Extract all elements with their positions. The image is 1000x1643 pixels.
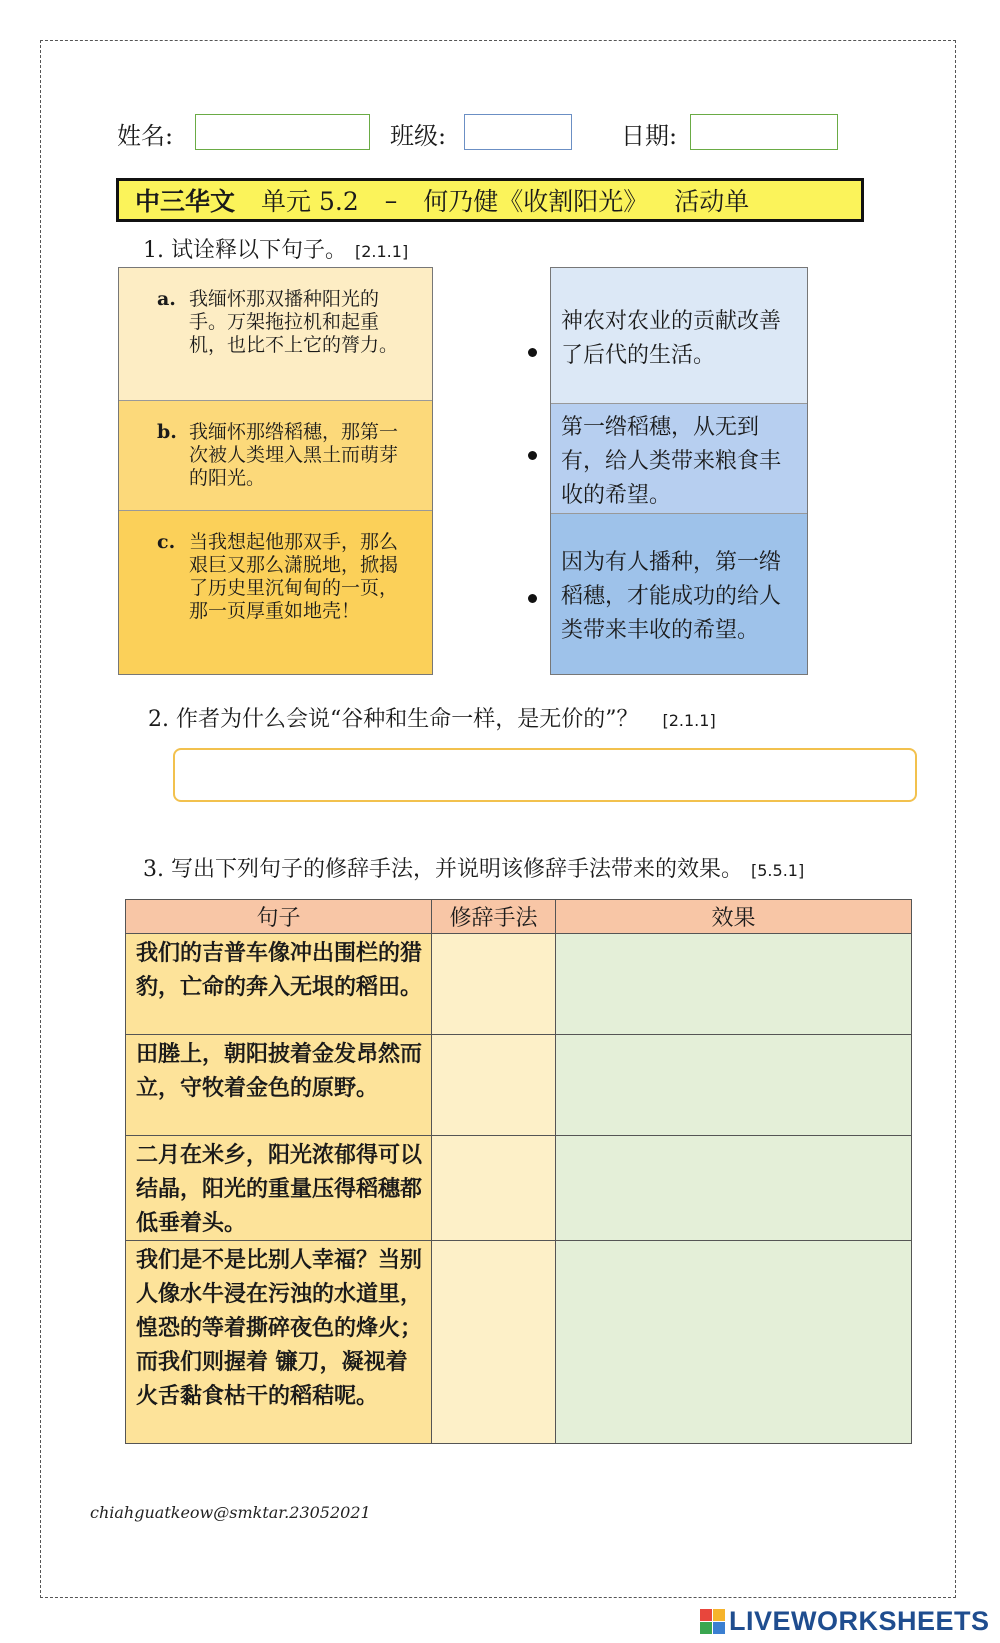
q1-meaning-3[interactable] (551, 514, 807, 674)
col-header-device: 修辞手法 (432, 900, 556, 934)
q1-meaning-2[interactable] (551, 404, 807, 514)
row-1-device-input[interactable] (432, 934, 556, 1035)
worksheet-title-bar (116, 178, 864, 222)
row-2-sentence: 田塍上，朝阳披着金发昂然而立，守牧着金色的原野。 (126, 1035, 432, 1136)
q1-sentence-a-text: 我缅怀那双播种阳光的手。万架拖拉机和起重机，也比不上它的膂力。 (189, 288, 399, 356)
q1-letter-b: b. (157, 421, 177, 443)
table-header-row (126, 900, 912, 934)
title-subject: 中三华文 (135, 187, 236, 216)
q2-answer-input[interactable] (173, 748, 917, 802)
table-row (126, 1241, 912, 1444)
row-3-sentence: 二月在米乡，阳光浓郁得可以结晶，阳光的重量压得稻穗都低垂着头。 (126, 1136, 432, 1241)
brand-name: LIVEWORKSHEETS (729, 1605, 990, 1636)
q2-code: [2.1.1] (662, 711, 716, 730)
q1-letter-a: a. (157, 288, 176, 310)
col-header-effect: 效果 (556, 900, 912, 934)
q1-letter-c: c. (157, 531, 176, 553)
row-2-device-input[interactable] (432, 1035, 556, 1136)
table-row (126, 1035, 912, 1136)
q3-heading (143, 852, 804, 883)
q1-sentence-column (118, 267, 433, 675)
match-dot-2[interactable] (528, 451, 537, 460)
q2-heading (148, 702, 716, 733)
q1-meaning-1[interactable] (551, 268, 807, 404)
liveworksheets-brand[interactable] (700, 1605, 990, 1637)
q1-sentence-a[interactable] (119, 268, 432, 401)
name-label: 姓名: (117, 122, 174, 150)
row-3-device-input[interactable] (432, 1136, 556, 1241)
q3-code: [5.5.1] (751, 861, 805, 880)
match-dot-3[interactable] (528, 594, 537, 603)
q1-meaning-column (550, 267, 808, 675)
author-email: chiahguatkeow@smktar.23052021 (90, 1503, 371, 1522)
q1-meaning-3-text: 因为有人播种，第一绺稻穗，才能成功的给人类带来丰收的希望。 (561, 550, 782, 643)
q1-sentence-c-text: 当我想起他那双手，那么艰巨又那么潇脱地，掀揭了历史里沉甸甸的一页，那一页厚重如地壳！ (189, 531, 399, 622)
title-dash: – (384, 185, 398, 215)
q1-heading-text: 1. 试诠释以下句子。 (143, 238, 347, 263)
row-1-sentence: 我们的吉普车像冲出围栏的猎豹，亡命的奔入无垠的稻田。 (126, 934, 432, 1035)
q1-code: [2.1.1] (354, 242, 409, 261)
q1-sentence-b-text: 我缅怀那绺稻穗，那第一次被人类埋入黑土而萌芽的阳光。 (189, 421, 399, 489)
row-4-effect-input[interactable] (556, 1241, 912, 1444)
row-1-effect-input[interactable] (556, 934, 912, 1035)
row-3-effect-input[interactable] (556, 1136, 912, 1241)
q3-heading-text: 3. 写出下列句子的修辞手法，并说明该修辞手法带来的效果。 (143, 857, 743, 882)
q2-heading-text: 2. 作者为什么会说“谷种和生命一样，是无价的”？ (148, 707, 639, 732)
title-lesson: 何乃健《收割阳光》 (423, 187, 649, 216)
liveworksheets-logo-icon (700, 1609, 725, 1634)
rhetoric-table (125, 899, 912, 1444)
row-4-device-input[interactable] (432, 1241, 556, 1444)
q1-sentence-c[interactable] (119, 511, 432, 674)
title-type: 活动单 (674, 187, 750, 216)
match-dot-1[interactable] (528, 348, 537, 357)
class-label: 班级: (390, 122, 447, 150)
row-4-sentence: 我们是不是比别人幸福？当别人像水牛浸在污浊的水道里，惶恐的等着撕碎夜色的烽火；而我们则握着 镰刀，凝视着火舌黏食枯干的稻秸呢。 (126, 1241, 432, 1444)
title-unit: 单元 5.2 (261, 187, 359, 216)
table-row (126, 934, 912, 1035)
row-2-effect-input[interactable] (556, 1035, 912, 1136)
q1-meaning-1-text: 神农对农业的贡献改善了后代的生活。 (561, 308, 782, 368)
table-row (126, 1136, 912, 1241)
date-label: 日期: (621, 122, 678, 150)
q1-meaning-2-text: 第一绺稻穗，从无到有，给人类带来粮食丰收的希望。 (561, 414, 782, 508)
q1-heading (143, 233, 408, 264)
col-header-sentence: 句子 (126, 900, 432, 934)
class-input[interactable] (464, 114, 572, 150)
q1-sentence-b[interactable] (119, 401, 432, 511)
name-input[interactable] (195, 114, 370, 150)
date-input[interactable] (690, 114, 838, 150)
